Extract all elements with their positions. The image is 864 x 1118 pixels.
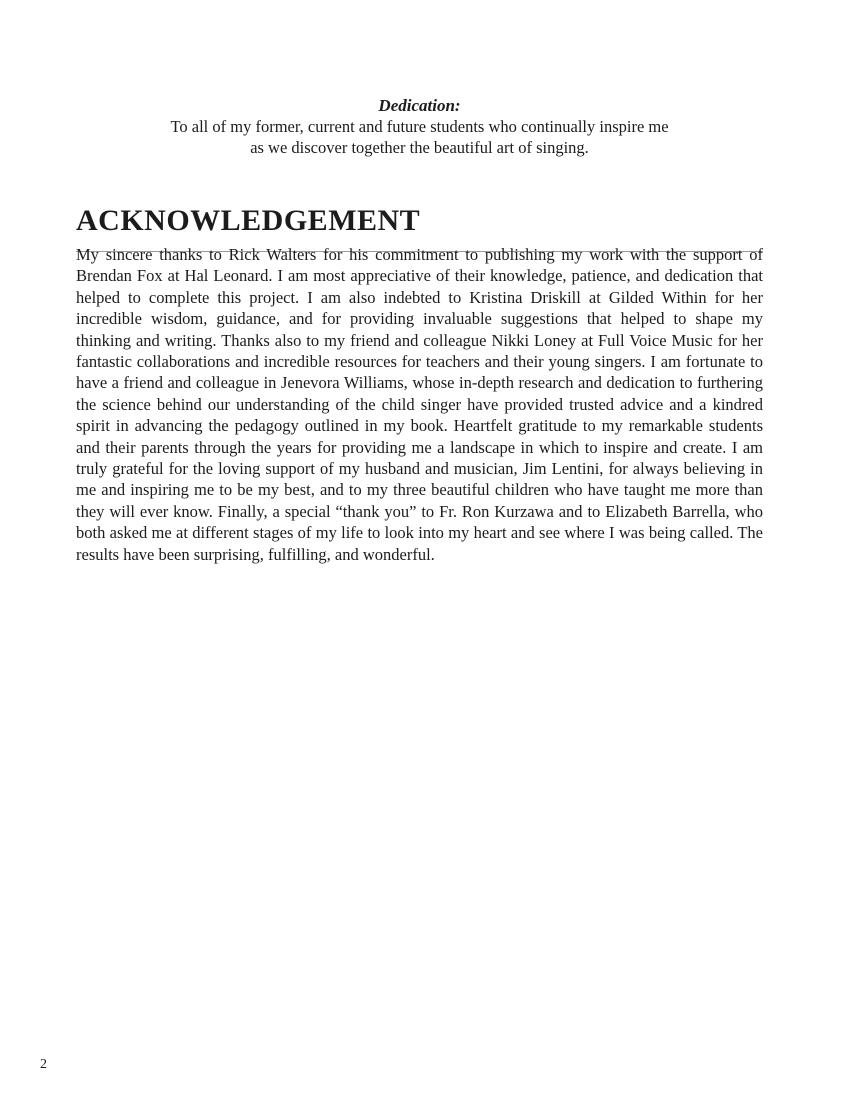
dedication-heading: Dedication: bbox=[378, 96, 461, 115]
dedication-block bbox=[76, 95, 763, 158]
acknowledgement-paragraph: My sincere thanks to Rick Walters for his commitment to publishing my work with the support of Brendan Fox at Hal Leonard. I am most appreciative of their knowledge, patience, and dedication that helped to complete this project. I am also indebted to Kristina Driskill at Gilded Within for her incredible wisdom, guidance, and for providing invaluable suggestions that helped to shape my thinking and writing. Thanks also to my friend and colleague Nikki Loney at Full Voice Music for her fantastic collaborations and incredible resources for teachers and their young singers. I am fortunate to have a friend and colleague in Jenevora Williams, whose in-depth research and dedication to furthering the science behind our understanding of the child singer have provided trusted advice and a kindred spirit in advancing the pedagogy outlined in my book. Heartfelt gratitude to my remarkable students and their parents through the years for providing me a landscape in which to inspire and create. I am truly grateful for the loving support of my husband and musician, Jim Lentini, for always believing in me and inspiring me to be my best, and to my three beautiful children who have taught me more than they will ever know. Finally, a special “thank you” to Fr. Ron Kurzawa and to Elizabeth Barrella, who both asked me at different stages of my life to look into my heart and see where I was being called. The results have been surprising, fulfilling, and wonderful. bbox=[76, 245, 763, 564]
dedication-line-1: To all of my former, current and future students who continually inspire me bbox=[170, 117, 669, 136]
acknowledgement-heading: ACKNOWLEDGEMENT bbox=[76, 204, 421, 237]
page-number: 2 bbox=[40, 1057, 47, 1072]
dedication-line-2: as we discover together the beautiful art of singing. bbox=[250, 138, 589, 157]
